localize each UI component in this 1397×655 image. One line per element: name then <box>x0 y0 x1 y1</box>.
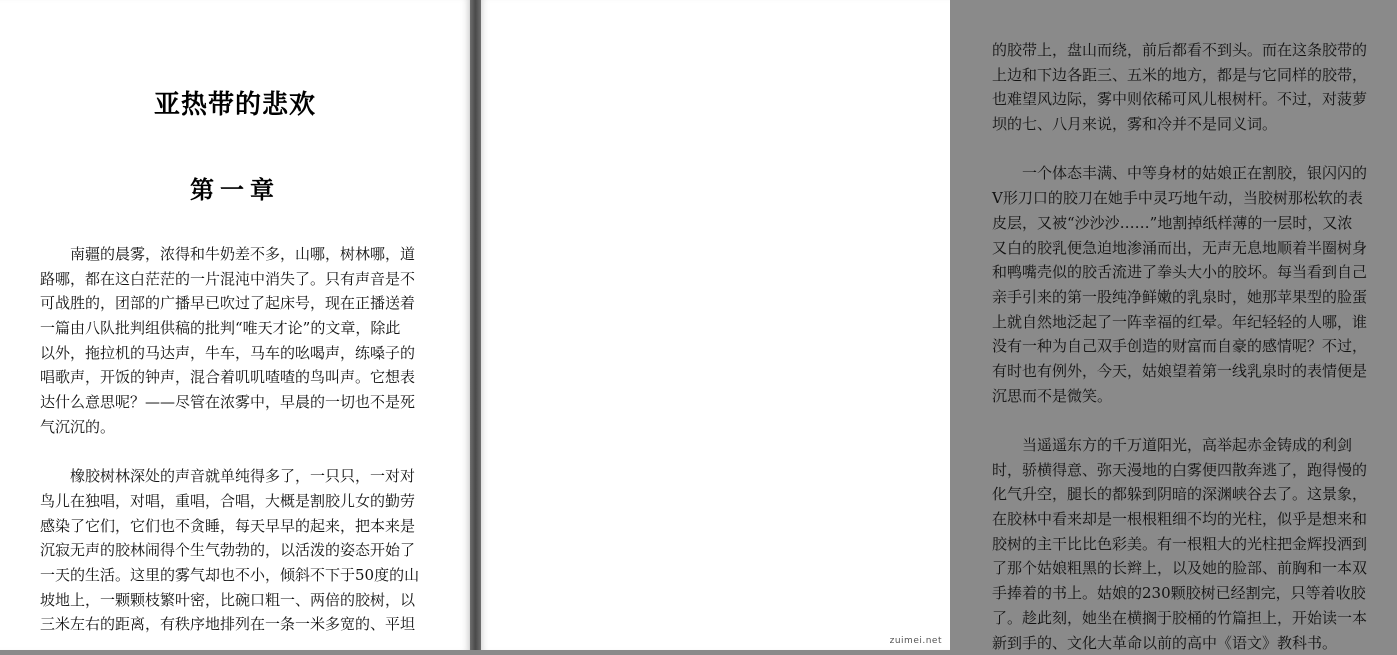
paragraph <box>40 464 440 637</box>
chapter-title: 第一章 <box>0 170 470 205</box>
paragraph <box>992 161 1397 408</box>
text-line: 感染了它们，它们也不贪睡，每天早早的起来，把本来是 <box>40 514 440 539</box>
text-line: 的胶带上，盘山而绕，前后都看不到头。而在这条胶带的 <box>992 38 1397 63</box>
text-line: 唱歌声，开饭的钟声，混合着叽叽喳喳的鸟叫声。它想表 <box>40 365 440 390</box>
paragraph-gap <box>992 408 1397 433</box>
paragraph-gap <box>40 440 440 465</box>
text-line: 胶树的主干比比色彩美。有一根粗大的光柱把金辉投洒到 <box>992 532 1397 557</box>
text-line: 坝的七、八月来说，雾和冷并不是同义词。 <box>992 112 1397 137</box>
text-line: 可战胜的，团部的广播早已吹过了起床号，现在正播送着 <box>40 291 440 316</box>
text-line: 上就自然地泛起了一阵幸福的红晕。年纪轻轻的人哪，谁 <box>992 310 1397 335</box>
paragraph <box>40 242 440 440</box>
text-line: 也难望风边际，雾中则依稀可风儿根树杆。不过，对菠萝 <box>992 87 1397 112</box>
paragraph <box>992 433 1397 655</box>
right-page-text <box>992 38 1397 655</box>
text-line: 时，骄横得意、弥天漫地的白雾便四散奔逃了，跑得慢的 <box>992 458 1397 483</box>
text-line: 又白的胶乳便急迫地渗涌而出，无声无息地顺着半圈树身 <box>992 236 1397 261</box>
paragraph-gap <box>992 137 1397 162</box>
text-line: 橡胶树林深处的声音就单纯得多了，一只只，一对对 <box>40 464 440 489</box>
right-page <box>481 0 950 650</box>
text-line: 气沉沉的。 <box>40 415 440 440</box>
book-spine <box>470 0 481 650</box>
text-line: 一天的生活。这里的雾气却也不小，倾斜不下于50度的山 <box>40 563 440 588</box>
text-line: 一篇由八队批判组供稿的批判“唯天才论”的文章，除此 <box>40 316 440 341</box>
text-line: 达什么意思呢？——尽管在浓雾中，早晨的一切也不是死 <box>40 390 440 415</box>
text-line: 了。趁此刻，她坐在横搁于胶桶的竹篇担上，开始读一本 <box>992 606 1397 631</box>
text-line: 化气升空，腿长的都躲到阴暗的深渊峡谷去了。这景象， <box>992 482 1397 507</box>
text-line: 和鸭嘴壳似的胶舌流进了拳头大小的胶坏。每当看到自己 <box>992 260 1397 285</box>
text-line: 没有一种为自己双手创造的财富而自豪的感情呢？不过， <box>992 334 1397 359</box>
text-line: 亲手引来的第一股纯净鲜嫩的乳泉时，她那苹果型的脸蛋 <box>992 285 1397 310</box>
text-line: 了那个姑娘粗黑的长辫上，以及她的脸部、前胸和一本双 <box>992 556 1397 581</box>
text-line: 当遥遥东方的千万道阳光，高举起赤金铸成的利剑 <box>992 433 1397 458</box>
text-line: 路哪，都在这白茫茫的一片混沌中消失了。只有声音是不 <box>40 267 440 292</box>
text-line: 手捧着的书上。姑娘的230颗胶树已经割完，只等着收胶 <box>992 581 1397 606</box>
text-line: 一个体态丰满、中等身材的姑娘正在割胶，银闪闪的 <box>992 161 1397 186</box>
text-line: 上边和下边各距三、五米的地方，都是与它同样的胶带， <box>992 63 1397 88</box>
text-line: V形刀口的胶刀在她手中灵巧地午动，当胶树那松软的表 <box>992 186 1397 211</box>
paragraph <box>992 38 1397 137</box>
text-line: 在胶林中看来却是一根根粗细不均的光柱，似乎是想来和 <box>992 507 1397 532</box>
left-page <box>0 0 470 650</box>
text-line: 皮层，又被“沙沙沙……”地割掉纸样薄的一层时，又浓 <box>992 211 1397 236</box>
text-line: 南疆的晨雾，浓得和牛奶差不多，山哪，树林哪，道 <box>40 242 440 267</box>
text-line: 新到手的、文化大革命以前的高中《语文》教科书。 <box>992 631 1397 655</box>
text-line: 坡地上，一颗颗枝繁叶密，比碗口粗一、两倍的胶树，以 <box>40 588 440 613</box>
text-line: 沉寂无声的胶林闹得个生气勃勃的，以活泼的姿态开始了 <box>40 538 440 563</box>
left-page-text <box>40 242 440 637</box>
text-line: 鸟儿在独唱，对唱，重唱，合唱，大概是割胶儿女的勤劳 <box>40 489 440 514</box>
text-line: 三米左右的距离，有秩序地排列在一条一米多宽的、平坦 <box>40 612 440 637</box>
book-title: 亚热带的悲欢 <box>0 84 470 121</box>
text-line: 以外，拖拉机的马达声，牛车，马车的吆喝声，练嗓子的 <box>40 341 440 366</box>
site-watermark: zuimei.net <box>890 636 942 646</box>
text-line: 沉思而不是微笑。 <box>992 384 1397 409</box>
text-line: 有时也有例外，今天，姑娘望着第一线乳泉时的表情便是 <box>992 359 1397 384</box>
